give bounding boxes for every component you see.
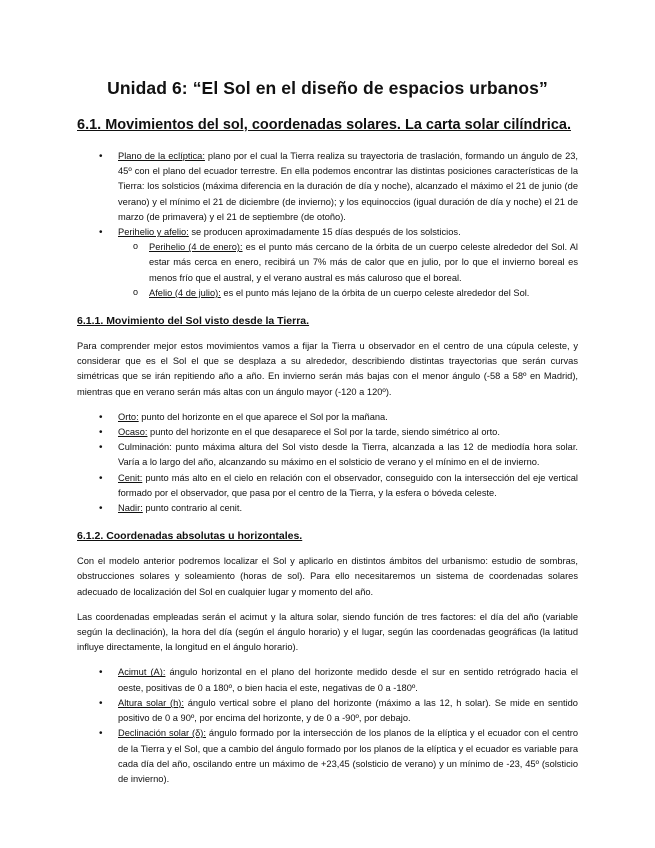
list-item [77,410,578,425]
paragraph: Para comprender mejor estos movimientos vamos a fijar la Tierra u observador en el centro de una cúpula celeste, y considerar que es el Sol el que se desplaza a su alrededor, describiendo distintas trayectorias que serán curvas simétricas que se irán repitiendo año a año. En invierno serán más bajas con el menor ángulo (-58 a 58º en Madrid), mientras que en verano serán más altas con un ángulo mayor (-120 a 120º). [77,341,578,397]
definition: ángulo formado por la intersección de los planos de la elíptica y el ecuador con el centro de la Tierra y el Sol, que a cambio del ángulo formado por los planos de la elíptica y el ecuador es variable para cada día del año, oscilando entre un máximo de +23,45 (solsticio de verano) y un mínimo de -23, 45º (solsticio de invierno). [118,728,578,784]
definition: punto del horizonte en el que desaparece el Sol por la tarde, siendo simétrico al orto. [147,427,500,438]
list-item [77,425,578,440]
term: Orto: [118,411,139,422]
paragraph: Las coordenadas empleadas serán el acimut y la altura solar, siendo función de tres factores: el día del año (variable según la declinación), la hora del día (según el ángulo horario) y el lugar, según las coordenadas geográficas (la latitud influye directamente, la longitud en el ángulo horario). [77,611,578,653]
list-item [77,471,578,501]
document-title: Unidad 6: “El Sol en el diseño de espacios urbanos” [107,78,548,98]
list-item [77,696,578,726]
term: Cenit: [118,472,143,483]
term: Ocaso: [118,427,148,438]
sub-list-item [77,286,578,301]
definition: plano por el cual la Tierra realiza su trayectoria de traslación, formando un ángulo de 23, 45º con el plano del ecuador terrestre. En ella podemos encontrar las distintas posiciones características de la Tierra: los solsticios (máxima diferencia en la duración de día y noche), alcanzado el máximo el 21 de junio (de verano) y el mínimo el 21 de diciembre (de invierno); y los equinoccios (igual duración de día y noche) el 21 de marzo (de primavera) y el 21 de septiembre (de otoño). [118,151,578,222]
list-item [77,225,578,240]
definition: punto contrario al cenit. [142,503,243,514]
section-heading-6-1-2: 6.1.2. Coordenadas absolutas u horizontales. [77,530,303,543]
bullet-list-6-1-1 [77,410,578,516]
term: Afelio (4 de julio): [149,287,221,298]
term: Nadir: [118,503,143,514]
definition: ángulo horizontal en el plano del horizonte medido desde el sur en sentido retrógrado hacia el oeste, positivas de 0 a 180º, o bien hacia el este, negativas de 0 a -180º. [118,667,578,693]
list-item [77,440,578,470]
section-heading-6-1: 6.1. Movimientos del sol, coordenadas solares. La carta solar cilíndrica. [77,117,571,133]
definition: es el punto más lejano de la órbita de un cuerpo celeste alrededor del Sol. [220,287,530,298]
bullet-list-6-1 [77,149,578,301]
term: Altura solar (h): [118,697,184,708]
list-item [77,665,578,695]
list-item [77,726,578,787]
list-item [77,149,578,225]
definition: ángulo vertical sobre el plano del horizonte (máximo a las 12, h solar). Se mide en sentido positivo de 0 a 90º, por encima del horizonte, y de 0 a -90º, por debajo. [118,697,578,724]
term: Declinación solar (δ): [118,728,206,739]
definition: punto del horizonte en el que aparece el Sol por la mañana. [138,411,388,422]
term: Plano de la eclíptica: [118,151,205,161]
paragraph: Con el modelo anterior podremos localizar el Sol y aplicarlo en distintos ámbitos del urbanismo: estudio de sombras, obstrucciones solares y soleamiento (horas de sol). Para ello necesitaremos un sistema de coordenadas solares adecuado de localización del Sol en cualquier lugar y momento del año. [77,556,578,597]
term: Perihelio y afelio: [118,227,189,238]
definition: se producen aproximadamente 15 días después de los solsticios. [188,227,461,238]
term: Acimut (A): [118,667,166,678]
sub-list-item [77,240,578,286]
definition: Culminación: punto máxima altura del Sol visto desde la Tierra, alcanzada a las 12 de mediodía hora solar. Varía a lo largo del año, alcanzando su máximo en el solsticio de verano y el mínimo en el de invierno. [118,442,578,468]
list-item [77,501,578,516]
term: Perihelio (4 de enero): [149,242,243,253]
bullet-list-6-1-2 [77,665,578,787]
section-heading-6-1-1: 6.1.1. Movimiento del Sol visto desde la Tierra. [77,315,310,328]
definition: es el punto más cercano de la órbita de un cuerpo celeste alrededor del Sol. Al estar más cerca en enero, recibirá un 7% más de calor que en julio, por lo que el invierno boreal es menos frío que el austral, y el verano austral es más caluroso que el boreal. [149,242,578,283]
definition: punto más alto en el cielo en relación con el observador, conseguido con la intersección del eje vertical formado por el observador, que pasa por el centro de la Tierra, y la esfera o bóveda celeste. [118,472,578,498]
